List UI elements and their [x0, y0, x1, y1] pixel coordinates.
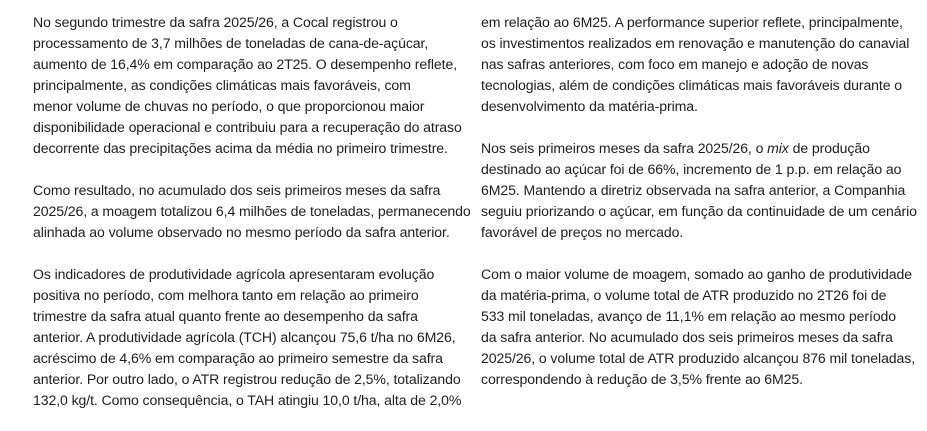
text-line: anterior. A produtividade agrícola (TCH) alcançou 75,6 t/ha no 6M26,: [33, 329, 456, 345]
text-line: destinado ao açúcar foi de 66%, incremento de 1 p.p. em relação ao: [481, 161, 902, 177]
text-line: Como resultado, no acumulado dos seis primeiros meses da safra: [33, 182, 441, 198]
text-line: em relação ao 6M25. A performance superior reflete, principalmente,: [481, 14, 903, 30]
text-line: favorável de preços no mercado.: [481, 224, 684, 240]
text-line: da matéria-prima, o volume total de ATR produzido no 2T26 foi de: [481, 287, 887, 303]
text-line: principalmente, as condições climáticas mais favoráveis, com: [33, 77, 411, 93]
paragraph-produtividade: [33, 264, 463, 411]
text-line: 132,0 kg/t. Como consequência, o TAH atingiu 10,0 t/ha, alta de 2,0%: [33, 392, 462, 408]
text-line: menor volume de chuvas no período, o que proporcionou maior: [33, 98, 425, 114]
paragraph-moagem-acumulada: [33, 180, 471, 243]
text-line: positiva no período, com melhora tanto em relação ao primeiro: [33, 287, 419, 303]
text-line: tecnologias, além de condições climáticas mais favoráveis durante o: [481, 77, 903, 93]
text-line: decorrente das precipitações acima da média no primeiro trimestre.: [33, 140, 448, 156]
text-line: disponibilidade operacional e contribuiu para a recuperação do atraso: [33, 119, 462, 135]
paragraph-gap: [481, 243, 911, 264]
text-line: os investimentos realizados em renovação e manutenção do canavial: [481, 35, 910, 51]
text-line: [481, 138, 911, 159]
text-line: 2025/26, o volume total de ATR produzido alcançou 876 mil toneladas,: [481, 350, 916, 366]
text-line: anterior. Por outro lado, o ATR registrou redução de 2,5%, totalizando: [33, 371, 461, 387]
text-line: Com o maior volume de moagem, somado ao ganho de produtividade: [481, 266, 912, 282]
paragraph-atr-produzido: [481, 264, 916, 390]
text-line: processamento de 3,7 milhões de toneladas de cana-de-açúcar,: [33, 35, 429, 51]
text-segment: Nos seis primeiros meses da safra 2025/26, o: [481, 140, 764, 156]
text-line: No segundo trimestre da safra 2025/26, a Cocal registrou o: [33, 14, 398, 30]
text-line: 2025/26, a moagem totalizou 6,4 milhões de toneladas, permanecendo: [33, 203, 471, 219]
paragraph-gap: [481, 117, 911, 138]
left-column: [33, 12, 471, 411]
text-line: desenvolvimento da matéria-prima.: [481, 98, 698, 114]
italic-term: mix: [767, 140, 789, 156]
text-line: acréscimo de 4,6% em comparação ao primeiro semestre da safra: [33, 350, 443, 366]
text-segment: de produção: [788, 140, 870, 156]
text-line: aumento de 16,4% em comparação ao 2T25. O desempenho reflete,: [33, 56, 458, 72]
text-line: correspondendo à redução de 3,5% frente ao 6M25.: [481, 371, 803, 387]
text-line: trimestre da safra atual quanto frente ao desempenho da safra: [33, 308, 418, 324]
text-line: nas safras anteriores, com foco em manejo e adoção de novas: [481, 56, 869, 72]
text-line: seguiu priorizando o açúcar, em função da continuidade de um cenário: [481, 203, 917, 219]
paragraph-mix-producao: [481, 138, 917, 243]
right-column: [481, 12, 917, 390]
paragraph-gap: [33, 159, 463, 180]
text-line: Os indicadores de produtividade agrícola apresentaram evolução: [33, 266, 435, 282]
paragraph-produtividade-cont: [481, 12, 911, 117]
text-line: 533 mil toneladas, avanço de 11,1% em relação ao mesmo período: [481, 308, 897, 324]
text-line: alinhada ao volume observado no mesmo período da safra anterior.: [33, 224, 450, 240]
text-line: 6M25. Mantendo a diretriz observada na safra anterior, a Companhia: [481, 182, 906, 198]
paragraph-gap: [33, 243, 463, 264]
text-line: da safra anterior. No acumulado dos seis primeiros meses da safra: [481, 329, 893, 345]
paragraph-moagem-2t26: [33, 12, 463, 159]
